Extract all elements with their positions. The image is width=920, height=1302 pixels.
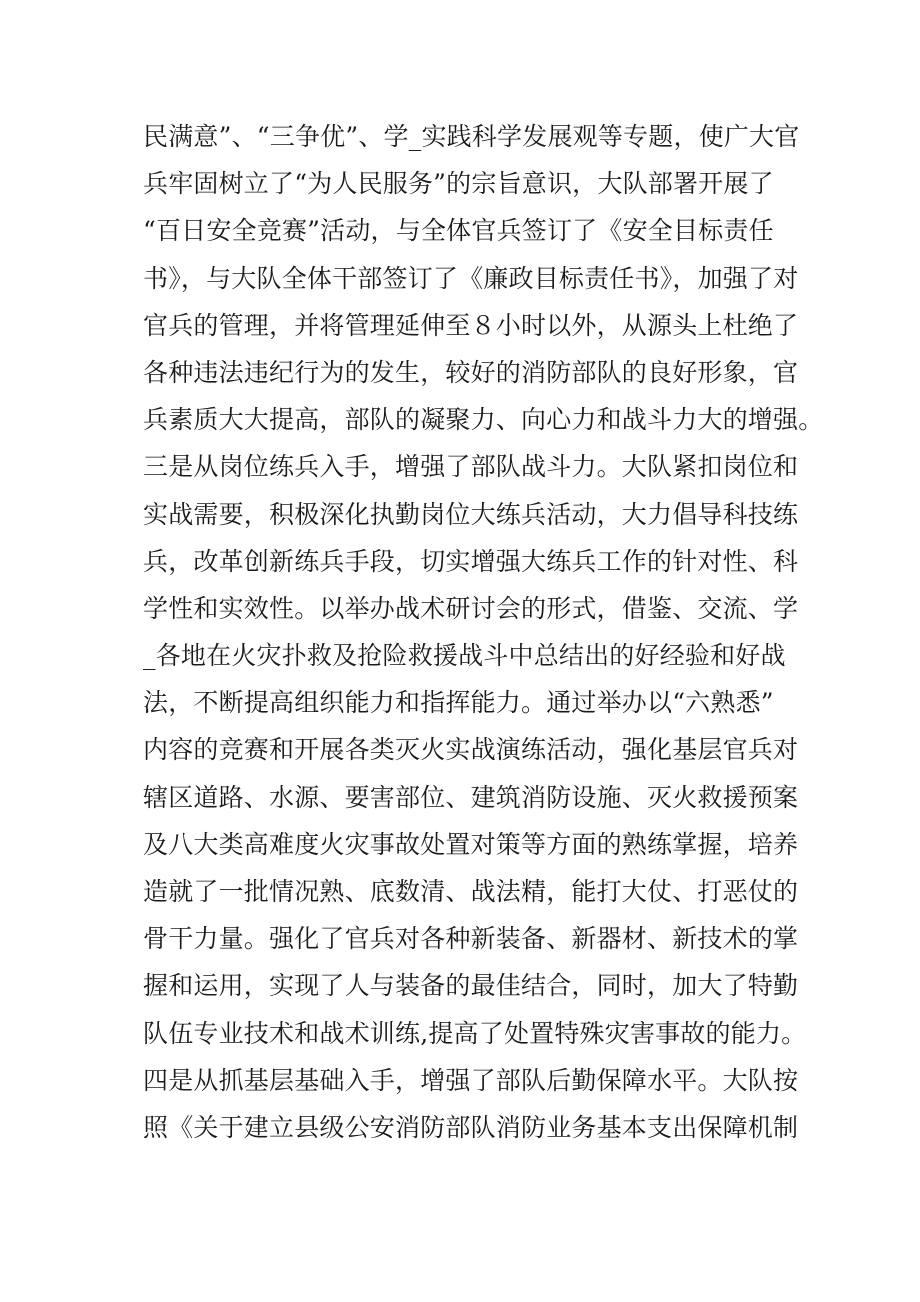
text-line: 各种违法违纪行为的发生，较好的消防部队的良好形象，官 [143,357,799,387]
text-line: 三是从岗位练兵入手，增强了部队战斗力。大队紧扣岗位和 [143,452,799,482]
text-line: 书》，与大队全体干部签订了《廉政目标责任书》，加强了对 [143,263,799,293]
text-line: 造就了一批情况熟、底数清、战法精，能打大仗、打恶仗的 [143,877,799,906]
text-line: 民满意”、“三争优”、学_实践科学发展观等专题，使广大官 [143,122,800,151]
text-line: 队伍专业技术和战术训练,提高了处置特殊灾害事故的能力。 [143,1018,807,1048]
text-line: 官兵的管理，并将管理延伸至８小时以外，从源头上杜绝了 [143,310,799,340]
text-line: 握和运用，实现了人与装备的最佳结合，同时，加大了特勤 [143,971,799,1001]
text-line: 照《关于建立县级公安消防部队消防业务基本支出保障机制 [143,1112,799,1142]
text-line: 兵牢固树立了“为人民服务”的宗旨意识，大队部署开展了 [143,169,774,199]
text-line: 兵素质大大提高，部队的凝聚力、向心力和战斗力大的增强。 [143,405,824,435]
text-line: 法，不断提高组织能力和指挥能力。通过举办以“六熟悉” [143,688,774,718]
text-line: _各地在火灾扑救及抢险救援战斗中总结出的好经验和好战 [143,641,786,671]
text-line: 及八大类高难度火灾事故处置对策等方面的熟练掌握，培养 [143,829,799,859]
text-line: 骨干力量。强化了官兵对各种新装备、新器材、新技术的掌 [143,924,799,954]
text-line: 实战需要，积极深化执勤岗位大练兵活动，大力倡导科技练 [143,499,799,529]
text-line: 四是从抓基层基础入手，增强了部队后勤保障水平。大队按 [143,1065,799,1095]
text-line: “百日安全竞赛”活动，与全体官兵签订了《安全目标责任 [143,216,774,246]
text-line: 辖区道路、水源、要害部位、建筑消防设施、灭火救援预案 [143,782,799,812]
text-line: 学性和实效性。以举办战术研讨会的形式，借鉴、交流、学 [143,593,799,623]
text-line: 内容的竞赛和开展各类灭火实战演练活动，强化基层官兵对 [143,735,799,765]
text-line: 兵，改革创新练兵手段，切实增强大练兵工作的针对性、科 [143,546,799,576]
body-text [143,113,824,1151]
